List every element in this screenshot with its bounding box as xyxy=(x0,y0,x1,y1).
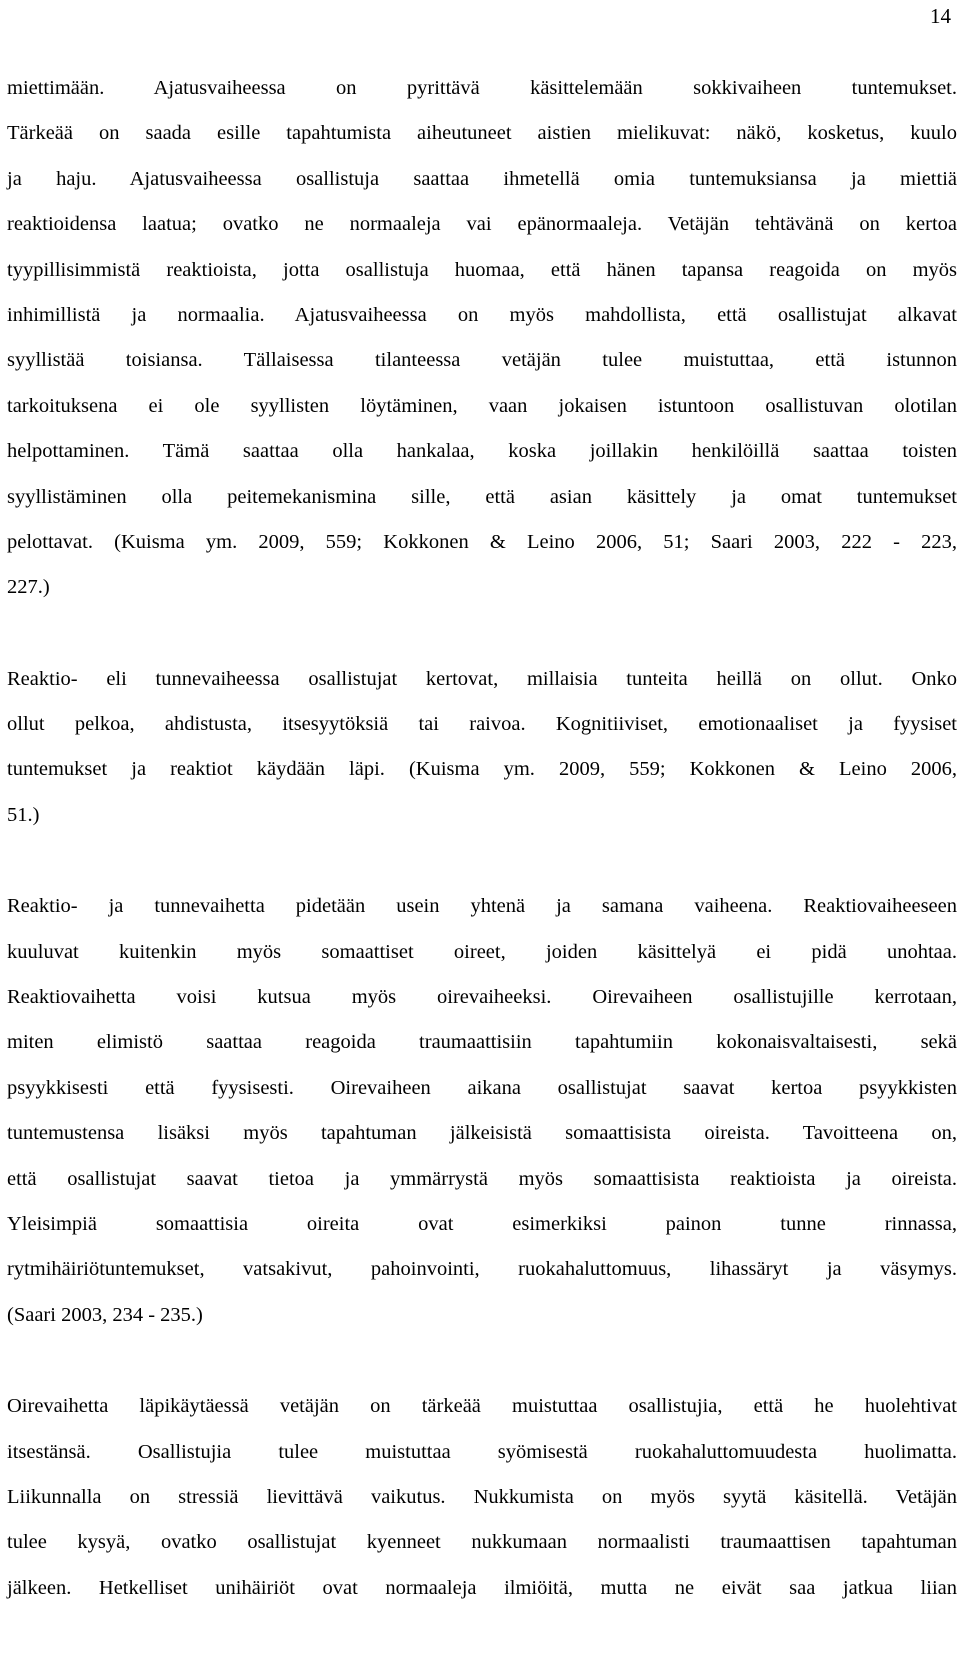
text-line: syyllistää toisiansa. Tällaisessa tilanteessa vetäjän tulee muistuttaa, että istunnon xyxy=(7,349,957,372)
paragraph-reaktio-tunnevaihe xyxy=(7,657,957,839)
text-line: Reaktio- eli tunnevaiheessa osallistujat kertovat, millaisia tunteita heillä on ollut. Onko xyxy=(7,667,957,690)
text-line: inhimillistä ja normaalia. Ajatusvaiheessa on myös mahdollista, että osallistujat alkavat xyxy=(7,303,957,326)
text-line: pelottavat. (Kuisma ym. 2009, 559; Kokkonen & Leino 2006, 51; Saari 2003, 222 - 223, xyxy=(7,530,957,553)
text-line: miettimään. Ajatusvaiheessa on pyrittävä käsittelemään sokkivaiheen tuntemukset. xyxy=(7,77,957,99)
text-line: rytmihäiriötuntemukset, vatsakivut, pahoinvointi, ruokahaluttomuus, lihassäryt ja väsymys. xyxy=(7,1258,957,1281)
text-line: itsestänsä. Osallistujia tulee muistuttaa syömisestä ruokahaluttomuudesta huolimatta. xyxy=(7,1440,957,1463)
text-line: jälkeen. Hetkelliset unihäiriöt ovat normaaleja ilmiöitä, mutta ne eivät saa jatkua liian xyxy=(7,1576,957,1599)
text-line: miten elimistö saattaa reagoida traumaattisiin tapahtumiin kokonaisvaltaisesti, sekä xyxy=(7,1031,957,1054)
text-line: kuuluvat kuitenkin myös somaattiset oireet, joiden käsittelyä ei pidä unohtaa. xyxy=(7,940,957,963)
text-line: reaktioidensa laatua; ovatko ne normaaleja vai epänormaaleja. Vetäjän tehtävänä on kertoa xyxy=(7,213,957,236)
text-line: syyllistäminen olla peitemekanismina sille, että asian käsittely ja omat tuntemukset xyxy=(7,485,957,508)
text-line: Tärkeää on saada esille tapahtumista aiheutuneet aistien mielikuvat: näkö, kosketus, kuulo xyxy=(7,122,957,145)
text-line: tarkoituksena ei ole syyllisten löytäminen, vaan jokaisen istuntoon osallistuvan olotilan xyxy=(7,394,957,417)
text-line: Oirevaihetta läpikäytäessä vetäjän on tärkeää muistuttaa osallistujia, että he huolehtivat xyxy=(7,1395,957,1418)
paragraph-ajatusvaihe xyxy=(7,66,957,611)
text-line: tuntemukset ja reaktiot käydään läpi. (Kuisma ym. 2009, 559; Kokkonen & Leino 2006, xyxy=(7,758,957,781)
text-line: (Saari 2003, 234 - 235.) xyxy=(7,1303,203,1326)
page-number: 14 xyxy=(930,4,951,28)
text-line: 227.) xyxy=(7,576,50,599)
text-line: että osallistujat saavat tietoa ja ymmärrystä myös somaattisista reaktioista ja oireista. xyxy=(7,1167,957,1190)
text-line: 51.) xyxy=(7,803,40,826)
text-line: tuntemustensa lisäksi myös tapahtuman jälkeisistä somaattisista oireista. Tavoitteena on, xyxy=(7,1122,957,1145)
text-line: ja haju. Ajatusvaiheessa osallistuja saattaa ihmetellä omia tuntemuksiansa ja miettiä xyxy=(7,167,957,190)
paragraph-oirevaihe xyxy=(7,884,957,1338)
text-line: Yleisimpiä somaattisia oireita ovat esimerkiksi painon tunne rinnassa, xyxy=(7,1212,957,1235)
text-line: helpottaminen. Tämä saattaa olla hankalaa, koska joillakin henkilöillä saattaa toisten xyxy=(7,440,957,463)
text-line: tulee kysyä, ovatko osallistujat kyenneet nukkumaan normaalisti traumaattisen tapahtuman xyxy=(7,1531,957,1554)
text-line: tyypillisimmistä reaktioista, jotta osallistuja huomaa, että hänen tapansa reagoida on myös xyxy=(7,258,957,281)
text-line: psyykkisesti että fyysisesti. Oirevaiheen aikana osallistujat saavat kertoa psyykkisten xyxy=(7,1076,957,1099)
text-line: Reaktio- ja tunnevaihetta pidetään usein yhtenä ja samana vaiheena. Reaktiovaiheeseen xyxy=(7,895,957,918)
paragraph-itsestahuolehtiminen xyxy=(7,1384,957,1611)
text-line: ollut pelkoa, ahdistusta, itsesyytöksiä tai raivoa. Kognitiiviset, emotionaaliset ja fyysiset xyxy=(7,713,957,736)
text-line: Reaktiovaihetta voisi kutsua myös oirevaiheeksi. Oirevaiheen osallistujille kerrotaan, xyxy=(7,986,957,1009)
document-body xyxy=(7,66,957,1657)
text-line: Liikunnalla on stressiä lievittävä vaikutus. Nukkumista on myös syytä käsitellä. Vetäjän xyxy=(7,1485,957,1508)
